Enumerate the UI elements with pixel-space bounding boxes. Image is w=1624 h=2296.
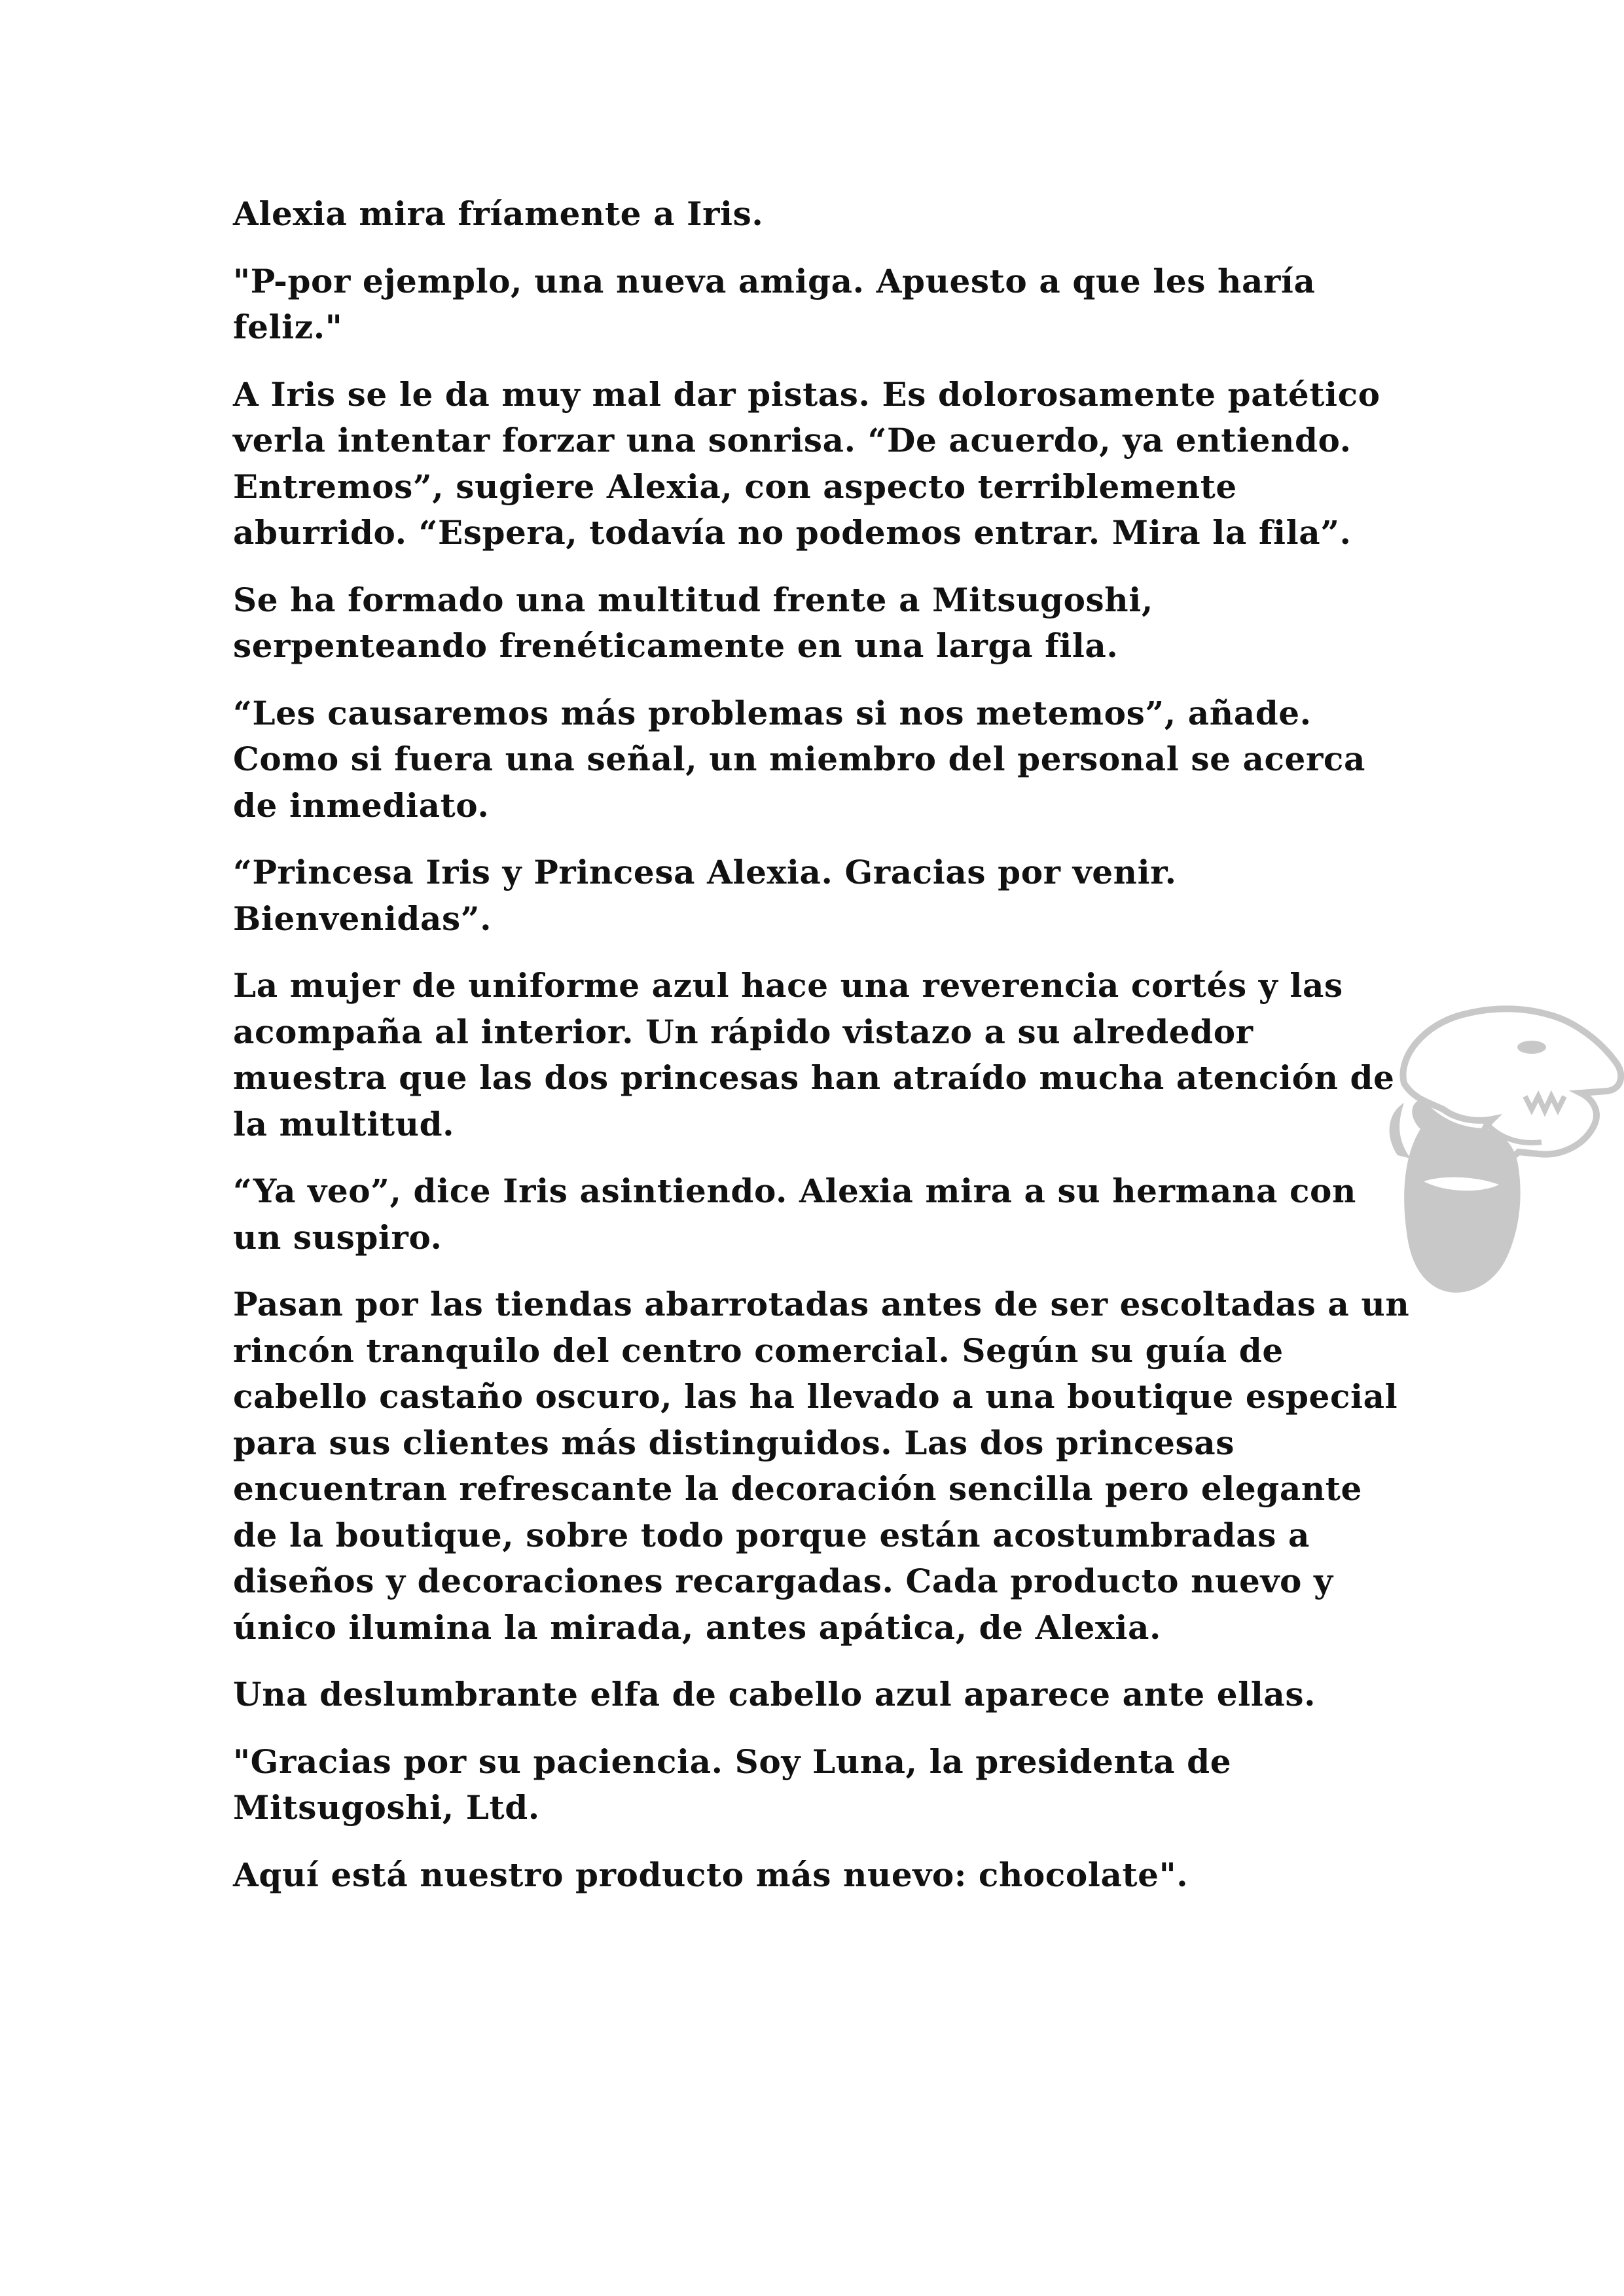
paragraph-3: A Iris se le da muy mal dar pistas. Es dolorosamente patético verla intentar forzar una sonrisa. “De acuerdo, ya entiendo. Entremos”, sugiere Alexia, con aspecto terriblemente aburrido. “Espera, todavía no podemos entrar. Mira la fila”. (233, 374, 1380, 552)
dinosaur-ninja-logo-icon (1384, 985, 1624, 1306)
paragraph-11: "Gracias por su paciencia. Soy Luna, la presidenta de Mitsugoshi, Ltd. (233, 1742, 1232, 1827)
paragraph-5: “Les causaremos más problemas si nos metemos”, añade. Como si fuera una señal, un miembro del personal se acerca de inmediato. (233, 693, 1365, 825)
paragraph-12: Aquí está nuestro producto más nuevo: chocolate". (233, 1855, 1189, 1894)
paragraph-7: La mujer de uniforme azul hace una reverencia cortés y las acompaña al interior. Un rápido vistazo a su alrededor muestra que las dos princesas han atraído mucha atención de la multitud. (233, 966, 1395, 1143)
paragraph-10: Una deslumbrante elfa de cabello azul aparece ante ellas. (233, 1675, 1316, 1713)
paragraph-9: Pasan por las tiendas abarrotadas antes de ser escoltadas a un rincón tranquilo del centro comercial. Según su guía de cabello castaño oscuro, las ha llevado a una boutique especial para sus clientes más distinguidos. Las dos princesas encuentran refrescante la decoración sencilla pero elegante de la boutique, sobre todo porque están acostumbradas a diseños y decoraciones recargadas. Cada producto nuevo y único ilumina la mirada, antes apática, de Alexia. (233, 1285, 1410, 1647)
paragraph-6: “Princesa Iris y Princesa Alexia. Gracias por venir. Bienvenidas”. (233, 853, 1177, 938)
paragraph-1: Alexia mira fríamente a Iris. (233, 194, 764, 233)
paragraph-2: "P-por ejemplo, una nueva amiga. Apuesto a que les haría feliz." (233, 261, 1316, 346)
document-body (233, 191, 1411, 1919)
paragraph-8: “Ya veo”, dice Iris asintiendo. Alexia mira a su hermana con un suspiro. (233, 1172, 1356, 1257)
paragraph-4: Se ha formado una multitud frente a Mitsugoshi, serpenteando frenéticamente en una larga fila. (233, 580, 1153, 665)
